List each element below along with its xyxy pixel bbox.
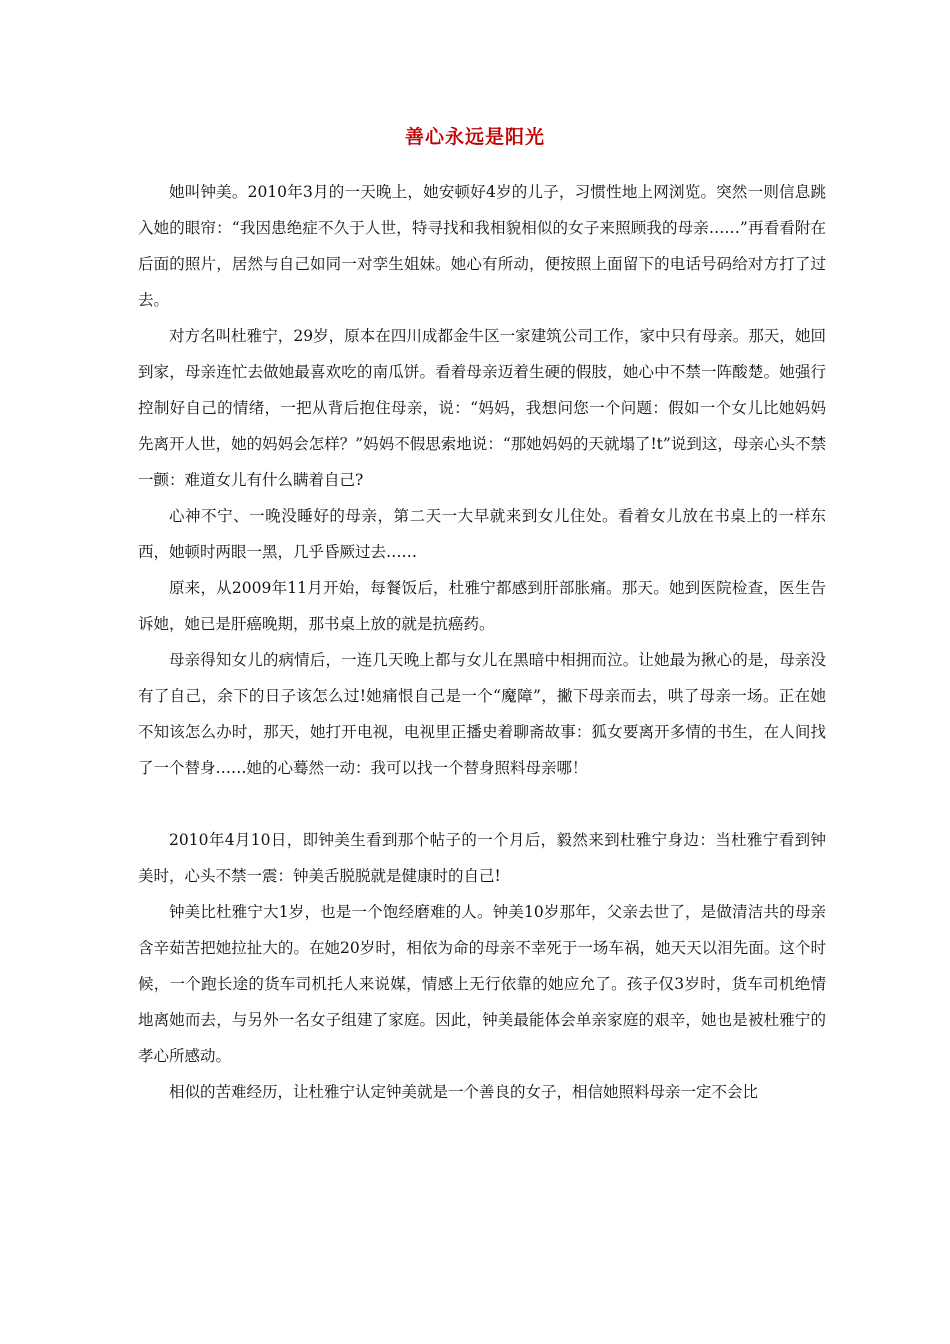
paragraph: 她叫钟美。2010年3月的一天晚上，她安顿好4岁的儿子，习惯性地上网浏览。突然一则信息跳入她的眼帘：“我因患绝症不久于人世，特寻找和我相貌相似的女子来照顾我的母亲……”再看看附在后面的照片，居然与自己如同一对孪生姐妹。她心有所动，便按照上面留下的电话号码给对方打了过去。 xyxy=(138,183,826,309)
paragraph: 心神不宁、一晚没睡好的母亲，第二天一大早就来到女儿住处。看着女儿放在书桌上的一样东西，她顿时两眼一黑，几乎昏厥过去…… xyxy=(138,507,826,561)
paragraph: 2010年4月10日，即钟美生看到那个帖子的一个月后，毅然来到杜雅宁身边：当杜雅宁看到钟美时，心头不禁一震：钟美舌脱脱就是健康时的自己! xyxy=(138,831,826,885)
paragraph: 母亲得知女儿的病情后，一连几天晚上都与女儿在黑暗中相拥而泣。让她最为揪心的是，母亲没有了自己，余下的日子该怎么过!她痛恨自己是一个“魔障”，撇下母亲而去，哄了母亲一场。正在她不知该怎么办时，那天，她打开电视，电视里正播史着聊斋故事：狐女要离开多情的书生，在人间找了一个替身……她的心蓦然一动：我可以找一个替身照料母亲哪！ xyxy=(138,651,826,777)
paragraph: 相似的苦难经历，让杜雅宁认定钟美就是一个善良的女子，相信她照料母亲一定不会比 xyxy=(169,1083,759,1101)
paragraph: 对方名叫杜雅宁，29岁，原本在四川成都金牛区一家建筑公司工作，家中只有母亲。那天，她回到家，母亲连忙去做她最喜欢吃的南瓜饼。看着母亲迈着生硬的假肢，她心中不禁一阵酸楚。她强行控制好自己的情绪，一把从背后抱住母亲，说：“妈妈，我想问您一个问题：假如一个女儿比她妈妈先离开人世，她的妈妈会怎样？”妈妈不假思索地说：“那她妈妈的天就塌了!t”说到这，母亲心头不禁一颤：难道女儿有什么瞒着自己? xyxy=(138,327,826,489)
article-title: 善心永远是阳光 xyxy=(404,126,545,148)
paragraph: 原来，从2009年11月开始，每餐饭后，杜雅宁都感到肝部胀痛。那天。她到医院检查，医生告诉她，她已是肝癌晚期，那书桌上放的就是抗癌药。 xyxy=(138,579,826,633)
paragraph: 钟美比杜雅宁大1岁，也是一个饱经磨难的人。钟美10岁那年，父亲去世了，是做清洁共的母亲含辛茹苦把她拉扯大的。在她20岁时，相依为命的母亲不幸死于一场车祸，她天天以泪先面。这个时候，一个跑长途的货车司机托人来说媒，情感上无行依靠的她应允了。孩子仅3岁时，货车司机绝情地离她而去，与另外一名女子组建了家庭。因此，钟美最能体会单亲家庭的艰辛，她也是被杜雅宁的孝心所感动。 xyxy=(138,903,826,1065)
article-body xyxy=(138,174,826,1110)
